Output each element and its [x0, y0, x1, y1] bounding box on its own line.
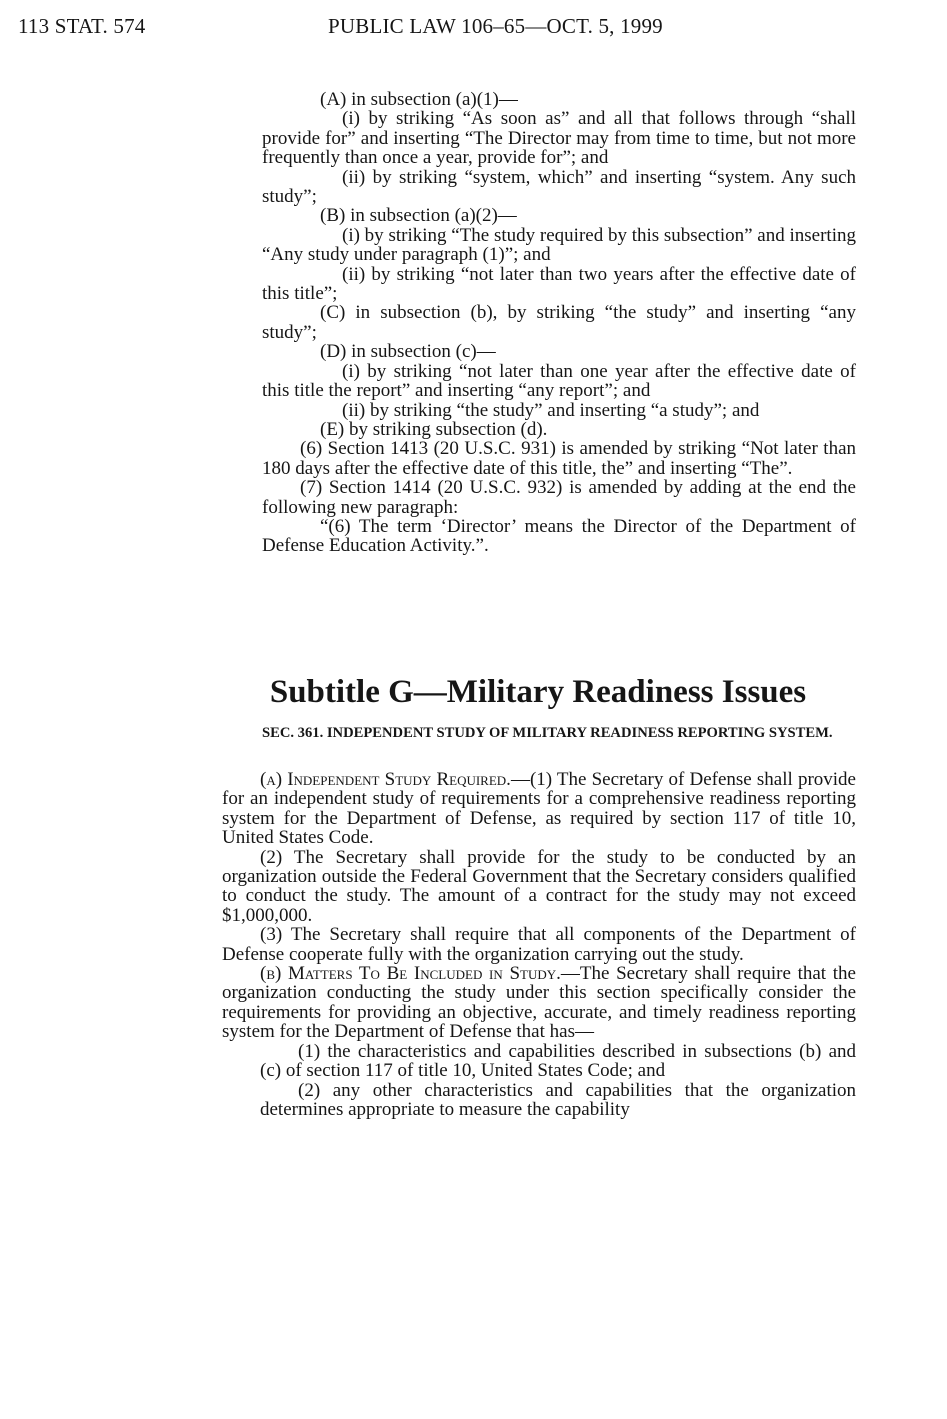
subsection-heading: (a) Independent Study Required. — [260, 769, 511, 790]
subtitle-heading: Subtitle G—Military Readiness Issues — [269, 674, 807, 710]
paragraph: (D) in subsection (c)— — [320, 341, 496, 363]
paragraph: (ii) by striking “not later than two years after the effective date of this title”; — [262, 263, 856, 305]
paragraph-a1 — [222, 770, 856, 848]
paragraph: “(6) The term ‘Director’ means the Director of the Department of Defense Education Activity.”. — [262, 515, 856, 557]
paragraph: (B) in subsection (a)(2)— — [320, 205, 517, 227]
amendment-list — [262, 90, 856, 556]
list-block — [222, 1042, 856, 1120]
section-body — [222, 770, 856, 1119]
paragraph: (6) Section 1413 (20 U.S.C. 931) is amended by striking “Not later than 180 days after the effective date of this title, the” and inserting “The”. — [262, 438, 856, 479]
paragraph: (i) by striking “not later than one year after the effective date of this title the report” and inserting “any report”; and — [262, 360, 856, 402]
paragraph: (i) by striking “As soon as” and all that follows through “shall provide for” and inserting “The Director may from time to time, but not more frequently than once a year, provide for”; and — [262, 108, 856, 169]
paragraph: (C) in subsection (b), by striking “the study” and inserting “any study”; — [262, 302, 856, 343]
running-header: PUBLIC LAW 106–65—OCT. 5, 1999 — [328, 14, 663, 38]
paragraph: (i) by striking “The study required by this subsection” and inserting “Any study under paragraph (1)”; and — [262, 224, 856, 266]
paragraph: (A) in subsection (a)(1)— — [320, 89, 518, 110]
list-item: (2) any other characteristics and capabilities that the organization determines appropriate to measure the capability — [260, 1079, 856, 1120]
paragraph-text: —(1) The Secretary of Defense shall provide for an independent study of requirements for a comprehensive readiness reporting system for the Department of Defense, as required by section 117 of title 10, United States Code. — [222, 769, 856, 849]
paragraph-a2: (2) The Secretary shall provide for the study to be conducted by an organization outside the Federal Government that the Secretary considers qualified to conduct the study. The amount of a contract for the study may not exceed $1,000,000. — [222, 846, 856, 926]
page-number: 113 STAT. 574 — [18, 14, 146, 38]
paragraph: (7) Section 1414 (20 U.S.C. 932) is amended by adding at the end the following new paragraph: — [262, 477, 856, 518]
paragraph: (ii) by striking “system, which” and inserting “system. Any such study”; — [262, 166, 856, 208]
paragraph-a3: (3) The Secretary shall require that all components of the Department of Defense cooperate fully with the organization carrying out the study. — [222, 924, 856, 965]
paragraph: (ii) by striking “the study” and inserting “a study”; and — [342, 399, 760, 421]
paragraph: (E) by striking subsection (d). — [320, 418, 548, 440]
section-heading: SEC. 361. INDEPENDENT STUDY OF MILITARY READINESS REPORTING SYSTEM. — [262, 725, 833, 741]
subsection-heading: (b) Matters To Be Included in Study. — [260, 963, 561, 985]
list-item: (1) the characteristics and capabilities described in subsections (b) and (c) of section 117 of title 10, United States Code; and — [260, 1040, 856, 1082]
paragraph-text: —The Secretary shall require that the organization conducting the study under this section specifically consider the requirements for providing an objective, accurate, and timely readiness reporting system for the Department of Defense that has— — [222, 963, 856, 1043]
paragraph-b — [222, 964, 856, 1042]
